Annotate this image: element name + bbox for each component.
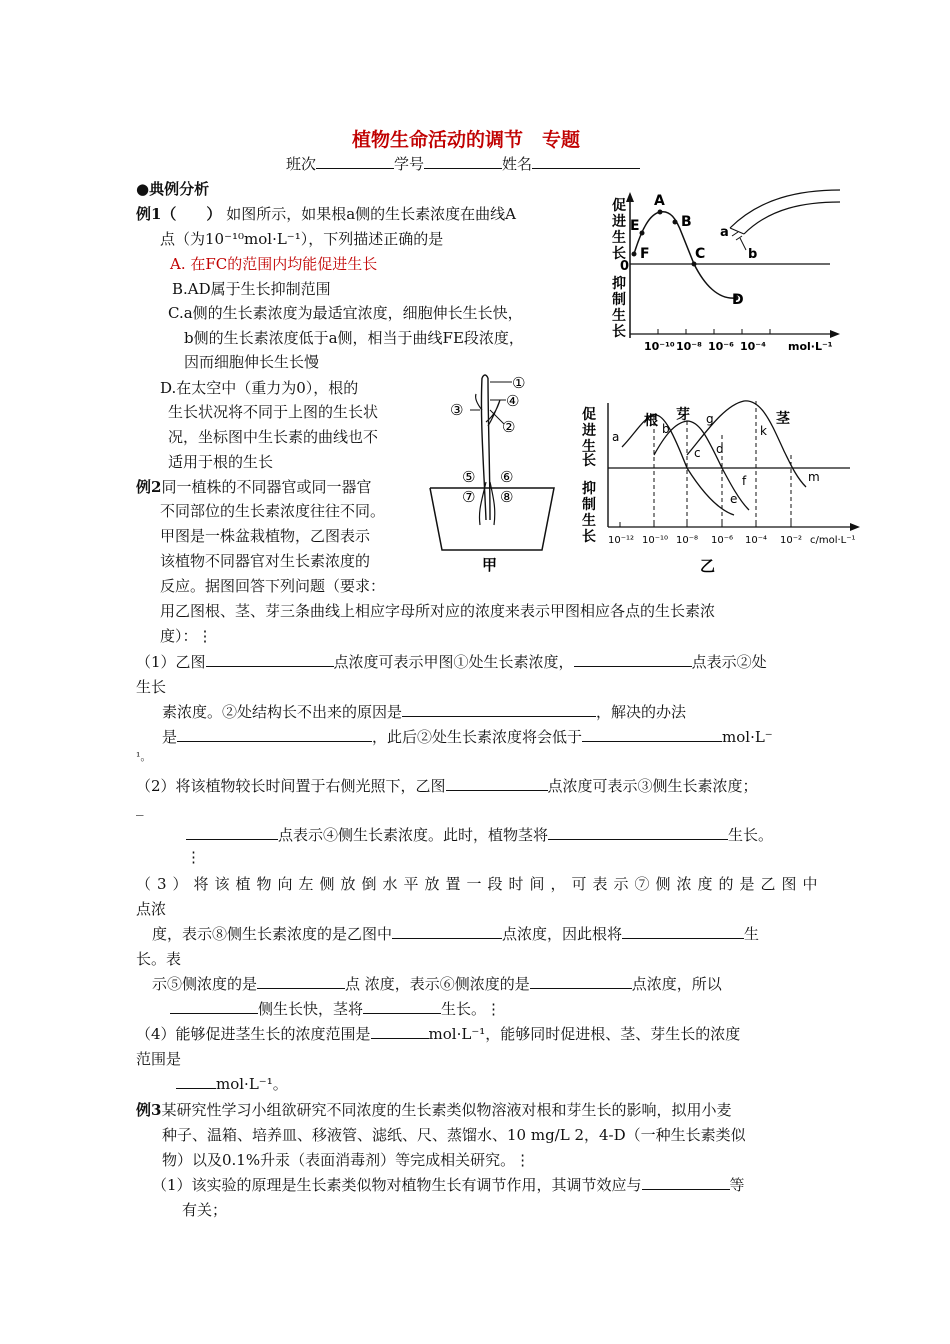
ex1-text1: 如图所示，如果根a侧的生长素浓度在曲线A <box>226 205 517 223</box>
y-promote-2: 进 <box>612 214 626 230</box>
mark-4: ④ <box>506 392 520 410</box>
yi-letter-m: m <box>808 470 820 484</box>
mark-5: ⑤ <box>462 468 476 486</box>
ex2-q1-blank2[interactable] <box>574 652 692 667</box>
caption-jia: 甲 <box>482 556 498 574</box>
mark-2: ② <box>502 418 516 436</box>
figure-jia-plant <box>424 370 564 576</box>
yi-letter-d: d <box>716 442 724 456</box>
yi-xtick-label-5: 10⁻⁴ <box>745 535 768 546</box>
ex2-q1-line3 <box>162 701 686 722</box>
ex2-line7: 度）：⋮ <box>160 627 213 645</box>
label-a: A <box>654 193 665 209</box>
ex1-option-c-line1: C.a侧的生长素浓度为最适宜浓度，细胞伸长生长快， <box>168 304 523 322</box>
y-inhibit-3: 生 <box>612 308 626 324</box>
ex2-q1-text-e: 素浓度。②处结构长不出来的原因是 <box>162 703 403 721</box>
organ-bud: 芽 <box>676 407 690 423</box>
ex2-q4-line2: 范围是 <box>136 1050 182 1068</box>
ex2-q1-blank4[interactable] <box>177 727 372 742</box>
ex2-q2-text-a: （2）将该植物较长时间置于右侧光照下，乙图 <box>136 777 446 795</box>
mark-3: ③ <box>450 401 464 419</box>
xtick-label-3: 10⁻⁶ <box>708 340 734 353</box>
ex2-line5: 反应。据图回答下列问题（要求： <box>160 577 386 595</box>
figure-yi-organ-curves <box>574 395 870 577</box>
ex2-q1-text-g: 是 <box>162 728 178 746</box>
stem-right <box>488 378 490 520</box>
mark-1: ① <box>512 374 526 392</box>
ex2-q1-line5: ¹。 <box>136 750 152 763</box>
name-blank[interactable] <box>532 154 640 169</box>
mark-6: ⑥ <box>500 468 514 486</box>
ex2-q1-blank3[interactable] <box>402 702 596 717</box>
ex3-label: 例3 <box>136 1101 162 1119</box>
yi-y-promote-4: 长 <box>582 453 596 469</box>
yi-y-promote-2: 进 <box>582 423 596 439</box>
ex1-question-line2: 点（为10⁻¹⁰mol·L⁻¹），下列描述正确的是 <box>160 230 444 248</box>
ex3-line1 <box>136 1099 731 1120</box>
apical-bud <box>482 375 488 378</box>
yi-y-inhibit-3: 生 <box>582 513 596 529</box>
ex2-q3-blank4[interactable] <box>530 974 632 989</box>
label-c: C <box>695 246 706 262</box>
ex2-q1-text-f: ，解决的办法 <box>596 703 687 721</box>
ex3-q1-line2: 有关； <box>182 1201 228 1219</box>
ex1-option-a: A. 在FC的范围内均能促进生长 <box>170 255 378 273</box>
yi-xtick-label-4: 10⁻⁶ <box>711 535 734 546</box>
ex2-q1-blank5[interactable] <box>582 727 722 742</box>
ex2-q4-line1 <box>136 1023 740 1044</box>
ex2-q3-text-h: 点 浓度，表示⑥侧浓度的是 <box>345 975 530 993</box>
ex2-q4-text-a: （4）能够促进茎生长的浓度范围是 <box>136 1025 371 1043</box>
root-side-b-pointer <box>740 238 746 250</box>
ex2-q2-text-d: 点表示④侧生长素浓度。此时，植物茎将 <box>278 826 549 844</box>
ex2-line1 <box>136 476 371 497</box>
ex2-q3-text-k: 生长。⋮ <box>441 1000 502 1018</box>
yi-y-promote-3: 生 <box>582 439 596 455</box>
y-promote-4: 长 <box>612 246 626 262</box>
y-inhibit-4: 长 <box>612 324 626 340</box>
section-heading: ●典例分析 <box>136 180 210 198</box>
ex2-line6: 用乙图根、茎、芽三条曲线上相应字母所对应的浓度来表示甲图相应各点的生长素浓 <box>160 602 716 620</box>
ex2-q4-line3 <box>176 1073 288 1094</box>
ex1-label: 例1（ ） <box>136 205 222 223</box>
organ-root: 根 <box>644 413 658 429</box>
point-e <box>640 231 645 236</box>
ex2-q2-blank1[interactable] <box>446 776 548 791</box>
yi-letter-f: f <box>742 474 747 488</box>
root-hatch-1 <box>732 232 738 236</box>
ex2-q3-text-i: 点浓度，所以 <box>631 975 722 993</box>
ex2-q4-text-d: mol·L⁻¹。 <box>216 1075 288 1093</box>
ex3-text1: 某研究性学习小组欲研究不同浓度的生长素类似物溶液对根和芽生长的影响，拟用小麦 <box>161 1101 732 1119</box>
ex3-line2: 种子、温箱、培养皿、移液管、滤纸、尺、蒸馏水、10 mg/L 2，4-D（一种生长素类似 <box>162 1126 746 1144</box>
name-label: 姓名 <box>502 155 533 173</box>
label-f: F <box>640 246 650 262</box>
pot <box>430 488 554 550</box>
yi-letter-b: b <box>662 422 670 436</box>
ex2-line4: 该植物不同器官对生长素浓度的 <box>160 552 371 570</box>
ex2-q2-line1 <box>136 775 758 796</box>
ex2-q3-blank2[interactable] <box>622 924 744 939</box>
ex3-q1-blank1[interactable] <box>642 1175 730 1190</box>
organ-stem: 茎 <box>776 411 790 427</box>
class-blank[interactable] <box>316 154 394 169</box>
caption-yi: 乙 <box>700 557 716 575</box>
root-side-b: b <box>748 247 758 262</box>
label-b: B <box>681 214 692 230</box>
xtick-label-2: 10⁻⁸ <box>676 340 702 353</box>
xtick-label-1: 10⁻¹⁰ <box>644 340 675 353</box>
x-axis-arrow <box>830 330 840 338</box>
ex2-q3-line3 <box>152 923 759 944</box>
ex2-q3-text-d: 点浓度，因此根将 <box>502 925 623 943</box>
point-c <box>692 262 697 267</box>
yi-y-inhibit-1: 抑 <box>582 481 596 497</box>
ex2-label: 例2 <box>136 478 162 496</box>
ex2-q2-line3 <box>186 824 773 845</box>
yi-letter-a: a <box>612 430 620 444</box>
ex1-option-b: B.AD属于生长抑制范围 <box>172 280 331 298</box>
class-label: 班次 <box>286 155 317 173</box>
ex2-line2: 不同部位的生长素浓度往往不同。 <box>160 502 386 520</box>
ex2-q3-text-c: 度，表示⑧侧生长素浓度的是乙图中 <box>152 925 393 943</box>
yi-xtick-label-2: 10⁻¹⁰ <box>642 535 669 546</box>
ex2-q4-blank2[interactable] <box>176 1074 216 1089</box>
point-f <box>632 252 637 257</box>
yi-letter-e: e <box>730 492 738 506</box>
ex2-line3: 甲图是一株盆栽植物，乙图表示 <box>160 527 371 545</box>
y-promote-3: 生 <box>612 230 626 246</box>
ex2-q3-line4: 长。表 <box>136 950 182 968</box>
ex1-question-line1 <box>136 203 516 224</box>
label-e: E <box>630 218 640 234</box>
yi-x-unit: c/mol·L⁻¹ <box>810 535 856 546</box>
ex2-q1-line1 <box>136 651 767 672</box>
ex2-q3-text-a: （3）将该植物向左侧放倒水平放置一段时间，可表示⑦侧浓度的是乙图中 <box>136 875 824 893</box>
student-info-line <box>286 153 640 174</box>
ex2-q3-blank3[interactable] <box>257 974 345 989</box>
ex2-q4-blank1[interactable] <box>371 1024 429 1039</box>
ex2-q3-line6 <box>170 998 501 1019</box>
root-curve <box>622 415 734 515</box>
ex2-text1: 同一植株的不同器官或同一器官 <box>161 478 372 496</box>
ex2-q1-line2: 生长 <box>136 678 167 696</box>
yi-y-promote-1: 促 <box>582 407 596 423</box>
ex1-option-d-line2: 生长状况将不同于上图的生长状 <box>168 403 379 421</box>
ex2-q3-blank5[interactable] <box>170 999 258 1014</box>
yi-y-inhibit-2: 制 <box>582 497 596 513</box>
point-a <box>658 210 663 215</box>
ex2-q3-text-e: 生 <box>744 925 760 943</box>
ex2-q1-text-b: 点浓度可表示甲图①处生长素浓度， <box>333 653 574 671</box>
ex2-q1-blank1[interactable] <box>206 652 334 667</box>
ex2-q3-blank6[interactable] <box>363 999 441 1014</box>
ex1-option-d-line3: 况，坐标图中生长素的曲线也不 <box>168 428 379 446</box>
ex3-line3: 物）以及0.1%升汞（表面消毒剂）等完成相关研究。⋮ <box>162 1151 531 1169</box>
ex2-q2-blank2[interactable] <box>186 825 278 840</box>
ex3-q1-text-b: 等 <box>729 1176 745 1194</box>
mark-8: ⑧ <box>500 488 514 506</box>
ex2-q3-blank1[interactable] <box>392 924 502 939</box>
ex2-q2-blank3[interactable] <box>548 825 728 840</box>
yi-letter-k: k <box>760 424 767 438</box>
yi-y-inhibit-4: 长 <box>582 529 596 545</box>
point-b <box>673 220 678 225</box>
ex1-option-d-line1: D.在太空中（重力为0），根的 <box>160 379 359 397</box>
yi-xtick-label-6: 10⁻² <box>780 535 803 546</box>
ex2-q1-text-h: ，此后②处生长素浓度将会低于 <box>372 728 583 746</box>
ex2-q1-text-c: 点表示②处 <box>691 653 767 671</box>
ex2-q4-text-b: mol·L⁻¹，能够同时促进根、茎、芽生长的浓度 <box>428 1025 741 1043</box>
ex2-q2-line2: _ <box>136 798 144 816</box>
ex2-q3-line2: 点浓 <box>136 900 167 918</box>
page-title: 植物生命活动的调节 专题 <box>352 129 581 151</box>
ex2-q1-line4 <box>162 726 773 747</box>
ex1-option-c-line2: b侧的生长素浓度低于a侧，相当于曲线FE段浓度， <box>184 329 524 347</box>
mark-7: ⑦ <box>462 488 476 506</box>
ex2-q3-text-j: 侧生长快，茎将 <box>258 1000 364 1018</box>
yi-xtick-label-3: 10⁻⁸ <box>676 535 699 546</box>
y-inhibit-1: 抑 <box>612 276 626 292</box>
ex2-q3-line1 <box>136 873 824 894</box>
number-label: 学号 <box>394 155 425 173</box>
y-inhibit-2: 制 <box>612 292 626 308</box>
zero-label: 0 <box>620 259 630 274</box>
ex2-q2-line4: ⋮ <box>186 848 201 866</box>
yi-x-arrow <box>850 523 860 531</box>
yi-xtick-label-1: 10⁻¹² <box>608 535 635 546</box>
yi-letter-g: g <box>706 412 714 426</box>
root-side-a: a <box>720 225 729 240</box>
ex1-option-d-line4: 适用于根的生长 <box>168 453 274 471</box>
y-promote-1: 促 <box>612 198 626 214</box>
ex1-option-c-line3: 因而细胞伸长生长慢 <box>184 353 320 371</box>
ex2-q3-text-g: 示⑤侧浓度的是 <box>152 975 258 993</box>
ex2-q2-text-b: 点浓度可表示③侧生长素浓度； <box>547 777 758 795</box>
figure-auxin-curve <box>590 188 860 358</box>
ex3-q1-line1 <box>152 1174 745 1195</box>
ex3-q1-text-a: （1）该实验的原理是生长素类似物对植物生长有调节作用，其调节效应与 <box>152 1176 642 1194</box>
label-d: D <box>732 292 744 308</box>
ex2-q1-text-a: （1）乙图 <box>136 653 206 671</box>
y-axis-arrow <box>626 192 634 202</box>
number-blank[interactable] <box>424 154 502 169</box>
x-unit: mol·L⁻¹ <box>788 340 833 353</box>
ex2-q3-line5 <box>152 973 722 994</box>
yi-letter-c: c <box>694 446 701 460</box>
ex2-q1-text-i: mol·L⁻ <box>722 728 773 746</box>
ex2-q2-text-e: 生长。 <box>728 826 774 844</box>
xtick-label-4: 10⁻⁴ <box>740 340 766 353</box>
